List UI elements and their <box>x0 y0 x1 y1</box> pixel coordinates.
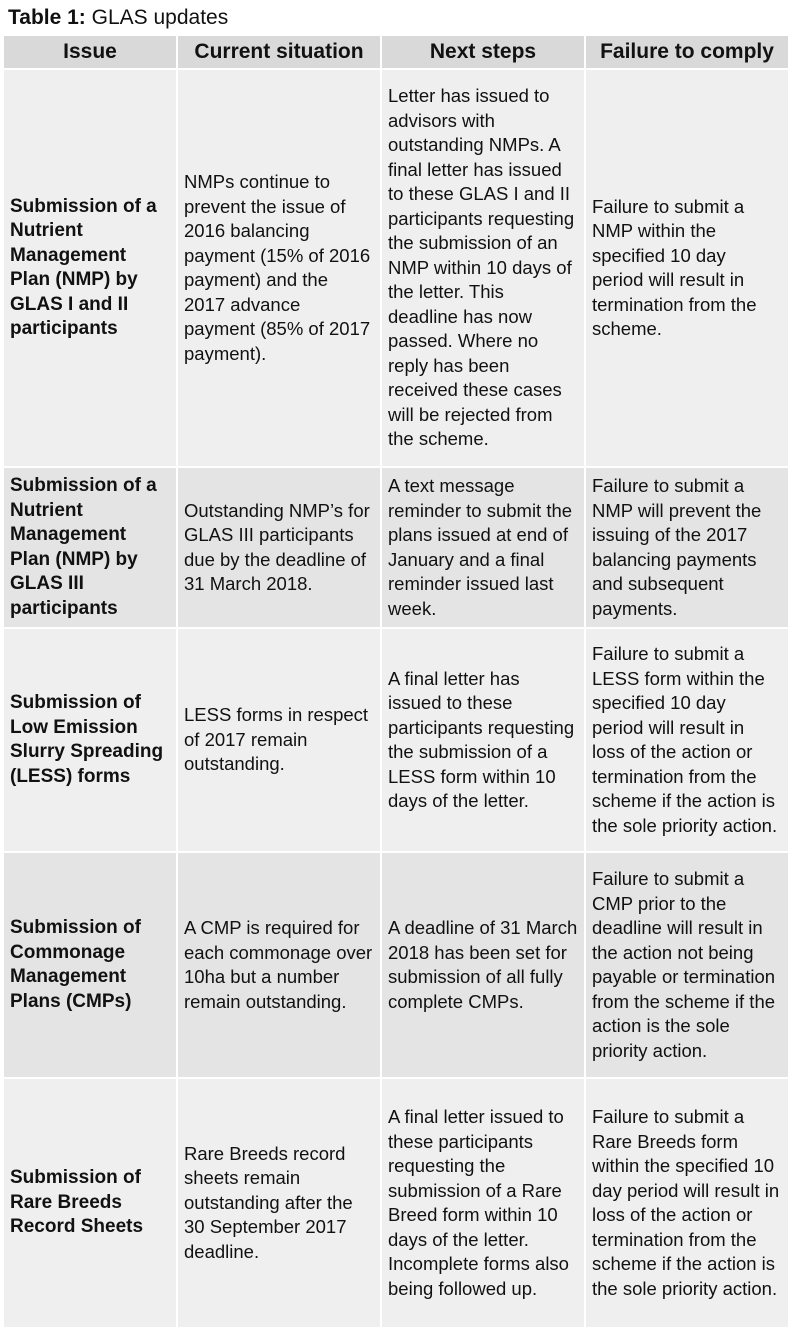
next-steps-cell: A final letter has issued to these participants requesting the submission of a LESS form within 10 days of the letter. <box>381 628 585 852</box>
table-row <box>3 852 789 1078</box>
current-situation-cell: NMPs continue to prevent the issue of 2016 balancing payment (15% of 2016 payment) and the 2017 advance payment (85% of 2017 payment). <box>177 69 381 467</box>
failure-to-comply-cell: Failure to submit a Rare Breeds form within the specified 10 day period will result in loss of the action or termination from the scheme if the action is the sole priority action. <box>585 1078 789 1328</box>
issue-cell: Submission of a Nutrient Management Plan (NMP) by GLAS III participants <box>3 467 177 628</box>
table-caption-title: GLAS updates <box>91 6 229 29</box>
header-current-situation: Current situation <box>177 35 381 69</box>
glas-updates-table <box>2 34 790 1329</box>
failure-to-comply-cell: Failure to submit a CMP prior to the deadline will result in the action not being payable or termination from the scheme if the action is the sole priority action. <box>585 852 789 1078</box>
header-failure-to-comply: Failure to comply <box>585 35 789 69</box>
next-steps-cell: Letter has issued to advisors with outstanding NMPs. A final letter has issued to these GLAS I and II participants requesting the submission of an NMP within 10 days of the letter. This deadline has now passed. Where no reply has been received these cases will be rejected from the scheme. <box>381 69 585 467</box>
current-situation-cell: A CMP is required for each commonage over 10ha but a number remain outstanding. <box>177 852 381 1078</box>
header-row <box>3 35 789 69</box>
table-row <box>3 1078 789 1328</box>
failure-to-comply-cell: Failure to submit a NMP within the specified 10 day period will result in termination from the scheme. <box>585 69 789 467</box>
next-steps-cell: A final letter issued to these participants requesting the submission of a Rare Breed form within 10 days of the letter. Incomplete forms also being followed up. <box>381 1078 585 1328</box>
current-situation-cell: Outstanding NMP’s for GLAS III participants due by the deadline of 31 March 2018. <box>177 467 381 628</box>
current-situation-cell: Rare Breeds record sheets remain outstanding after the 30 September 2017 deadline. <box>177 1078 381 1328</box>
table-row <box>3 467 789 628</box>
current-situation-cell: LESS forms in respect of 2017 remain outstanding. <box>177 628 381 852</box>
issue-cell: Submission of Commonage Management Plans (CMPs) <box>3 852 177 1078</box>
table-row <box>3 69 789 467</box>
header-issue: Issue <box>3 35 177 69</box>
next-steps-cell: A deadline of 31 March 2018 has been set for submission of all fully complete CMPs. <box>381 852 585 1078</box>
table-caption <box>0 0 790 34</box>
failure-to-comply-cell: Failure to submit a LESS form within the specified 10 day period will result in loss of the action or termination from the scheme if the action is the sole priority action. <box>585 628 789 852</box>
issue-cell: Submission of a Nutrient Management Plan (NMP) by GLAS I and II participants <box>3 69 177 467</box>
header-next-steps: Next steps <box>381 35 585 69</box>
table-row <box>3 628 789 852</box>
issue-cell: Submission of Rare Breeds Record Sheets <box>3 1078 177 1328</box>
table-caption-label: Table 1: <box>8 6 86 29</box>
next-steps-cell: A text message reminder to submit the plans issued at end of January and a final reminder issued last week. <box>381 467 585 628</box>
issue-cell: Submission of Low Emission Slurry Spreading (LESS) forms <box>3 628 177 852</box>
failure-to-comply-cell: Failure to submit a NMP will prevent the issuing of the 2017 balancing payments and subsequent payments. <box>585 467 789 628</box>
